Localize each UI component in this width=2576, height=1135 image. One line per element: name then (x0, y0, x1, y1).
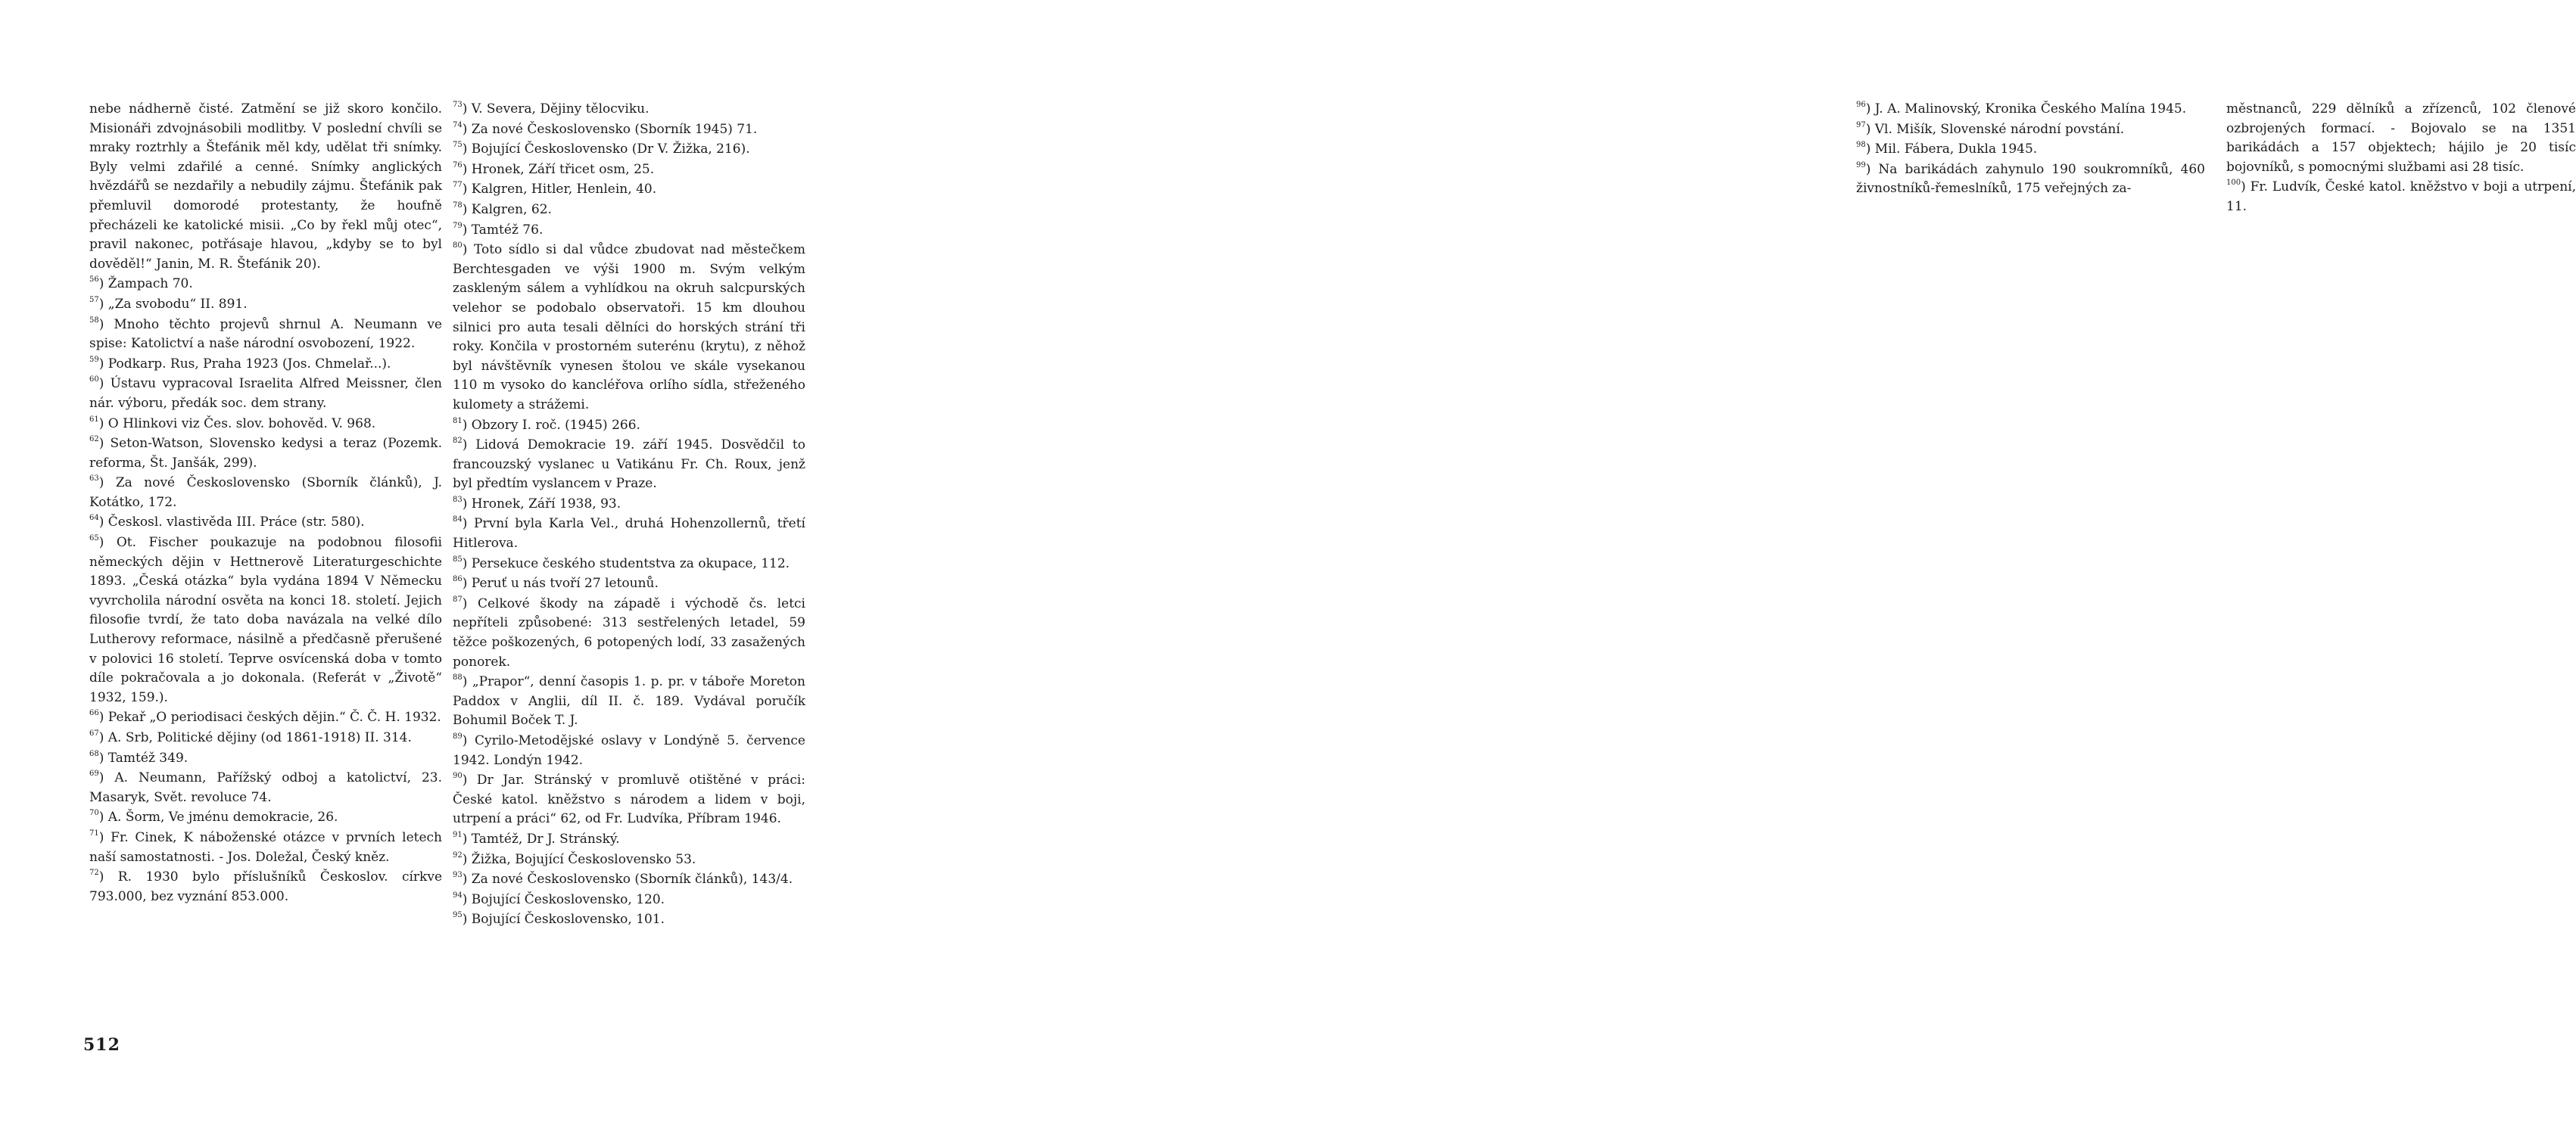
footnote-number: 61 (89, 415, 99, 424)
footnote-number: 77 (453, 181, 463, 190)
footnote-text: Ústavu vypracoval Israelita Alfred Meissner, člen nár. výboru, předák soc. dem strany. (89, 376, 442, 411)
footnote-column-4 (2226, 100, 2576, 218)
footnote-text: Fr. Ludvík, České katol. kněžstvo v boji a utrpení, 11. (2226, 179, 2576, 214)
footnote-text: Vl. Mišík, Slovenské národní povstání. (1874, 121, 2125, 137)
footnote-text: Na barikádách zahynulo 190 soukromníků, 460 živnostníků-řemeslníků, 175 veřejných za- (1856, 161, 2205, 197)
footnote: $^{65}$) Ot. Fischer poukazuje na podobnou filosofii německých dějin v Hettnerově Literaturgeschichte 1893. „Česká otázka“ byla vydána 1894 V Německu vyvrcholila národní osvěta na konci 18. století. Jejich filosofie tvrdí, že tato doba navázala na velké dílo Lutherovy reformace, násilně a předčasně přerušené v polovici 16 století. Teprve osvícenská doba v tomto díle pokračovala a jo dokonala. (Referát v „Životě“ 1932, 159.). (89, 534, 442, 705)
footnote-text: A. Srb, Politické dějiny (od 1861-1918) II. 314. (107, 730, 412, 745)
footnote: $^{86}$) Peruť u nás tvoří 27 letounů. (453, 575, 659, 592)
footnote-number: 74 (453, 120, 463, 129)
footnote: $^{59}$) Podkarp. Rus, Praha 1923 (Jos. Chmelař...). (89, 355, 391, 372)
footnote-number: 94 (453, 891, 463, 900)
footnote: $^{79}$) Tamtéž 76. (453, 221, 544, 238)
footnote-text: „Za svobodu“ II. 891. (107, 296, 248, 312)
footnote: $^{74}$) Za nové Československo (Sborník 1945) 71. (453, 120, 758, 137)
footnote: $^{67}$) A. Srb, Politické dějiny (od 1861-1918) II. 314. (89, 729, 412, 745)
footnote-number: 59 (89, 355, 99, 364)
footnote: $^{57}$) „Za svobodu“ II. 891. (89, 295, 248, 312)
footnote: $^{69}$) A. Neumann, Pařížský odboj a katolictví, 23. Masaryk, Svět. revoluce 74. (89, 770, 442, 805)
footnote-text: Mnoho těchto projevů shrnul A. Neumann ve spise: Katolictví a naše národní osvobození, 1922. (89, 316, 442, 352)
footnote: $^{85}$) Persekuce českého studentstva za okupace, 112. (453, 555, 790, 571)
footnote-text: Toto sídlo si dal vůdce zbudovat nad městečkem Berchtesgaden ve výši 1900 m. Svým velkým zaskleným sálem a vyhlídkou na okruh salcpurských velehor se podobalo observatoři. 15 km dlouhou silnici pro auta tesali dělníci do horských strání tři roky. Končila v prostorném suterénu (krytu), z něhož byl návštěvník vynesen štolou ve skále vysekanou 110 m vysoko do kancléřova orlího sídla, střeženého kulomety a strážemi. (453, 242, 805, 412)
footnote-text: Celkové škody na západě i východě čs. letci nepříteli způsobené: 313 sestřelených letadel, 59 těžce poškozených, 6 potopených lodí, 33 zasažených ponorek. (453, 595, 805, 670)
footnote-text: Persekuce českého studentstva za okupace, 112. (471, 555, 790, 571)
page-number: 512 (83, 1035, 120, 1055)
footnote-text: Obzory I. roč. (1945) 266. (471, 417, 640, 433)
footnote: $^{78}$) Kalgren, 62. (453, 201, 552, 217)
footnote: $^{87}$) Celkové škody na západě i východě čs. letci nepříteli způsobené: 313 sestřelených letadel, 59 těžce poškozených, 6 potopených lodí, 33 zasažených ponorek. (453, 595, 805, 670)
footnote-text: Podkarp. Rus, Praha 1923 (Jos. Chmelař...). (107, 356, 391, 372)
right-page (880, 0, 2576, 1135)
footnote-text: Tamtéž 76. (471, 222, 544, 238)
footnote-number: 99 (1856, 160, 1866, 169)
footnote-text: Peruť u nás tvoří 27 letounů. (471, 576, 659, 592)
footnote-text: Lidová Demokracie 19. září 1945. Dosvědčil to francouzský vyslanec u Vatikánu Fr. Ch. Roux, jenž byl předtím vyslancem v Praze. (453, 437, 805, 492)
footnote-text: J. A. Malinovský, Kronika Českého Malína 1945. (1874, 101, 2187, 117)
footnote: $^{84}$) První byla Karla Vel., druhá Hohenzollernů, třetí Hitlerova. (453, 515, 805, 552)
footnote-number: 60 (89, 375, 99, 384)
footnote: $^{70}$) A. Šorm, Ve jménu demokracie, 26. (89, 809, 338, 826)
footnote-number: 93 (453, 871, 463, 880)
footnote-number: 83 (453, 495, 463, 504)
footnote-number: 57 (89, 295, 99, 304)
left-page (0, 0, 880, 1135)
footnote: $^{100}$) Fr. Ludvík, České katol. kněžstvo v boji a utrpení, 11. (2226, 179, 2576, 214)
footnote-text: A. Neumann, Pařížský odboj a katolictví, 23. Masaryk, Svět. revoluce 74. (89, 770, 442, 805)
footnote-number: 92 (453, 850, 463, 860)
footnote-text: Tamtéž, Dr J. Stránský. (471, 831, 620, 847)
footnote: $^{60}$) Ústavu vypracoval Israelita Alfred Meissner, člen nár. výboru, předák soc. dem strany. (89, 375, 442, 411)
footnote-number: 76 (453, 160, 463, 169)
footnote: $^{77}$) Kalgren, Hitler, Henlein, 40. (453, 181, 657, 197)
footnote-number: 66 (89, 709, 99, 718)
footnote: $^{90}$) Dr Jar. Stránský v promluvě otištěné v práci: České katol. kněžstvo s národem a lidem v boji, utrpení a práci“ 62, od Fr. Ludvíka, Příbram 1946. (453, 772, 805, 827)
footnote-text: Bojující Československo (Dr V. Žižka, 216). (471, 141, 750, 157)
footnote-number: 58 (89, 316, 99, 325)
footnote: $^{82}$) Lidová Demokracie 19. září 1945. Dosvědčil to francouzský vyslanec u Vatikánu Fr. Ch. Roux, jenž byl předtím vyslancem v Praze. (453, 437, 805, 492)
footnote-text: Ot. Fischer poukazuje na podobnou filosofii německých dějin v Hettnerově Literaturgeschichte 1893. „Česká otázka“ byla vydána 1894 V Německu vyvrcholila národní osvěta na konci 18. století. Jejich filosofie tvrdí, že tato doba navázala na velké dílo Lutherovy reformace, násilně a předčasně přerušené v polovici 16 století. Teprve osvícenská doba v tomto díle pokračovala a jo dokonala. (Referát v „Životě“ 1932, 159.). (89, 535, 442, 705)
footnote: $^{98}$) Mil. Fábera, Dukla 1945. (1856, 141, 2038, 157)
footnote-list (1856, 100, 2205, 199)
footnote-number: 84 (453, 515, 463, 524)
footnote-number: 95 (453, 911, 463, 920)
footnote-text: R. 1930 bylo příslušníků Českoslov. církve 793.000, bez vyznání 853.000. (89, 869, 442, 904)
footnote-number: 89 (453, 732, 463, 741)
footnote-text: Dr Jar. Stránský v promluvě otištěné v práci: České katol. kněžstvo s národem a lidem v boji, utrpení a práci“ 62, od Fr. Ludvíka, Příbram 1946. (453, 773, 805, 827)
footnote-text: První byla Karla Vel., druhá Hohenzollernů, třetí Hitlerova. (453, 516, 805, 552)
footnote-text: Za nové Československo (Sborník 1945) 71. (471, 121, 758, 137)
footnote-number: 72 (89, 869, 99, 878)
footnote-text: O Hlinkovi viz Čes. slov. bohověd. V. 968. (107, 415, 376, 431)
footnote-text: Pekař „O periodisaci českých dějin.“ Č. Č. H. 1932. (107, 710, 441, 726)
footnote-text: Tamtéž 349. (107, 750, 188, 766)
footnote: $^{66}$) Pekař „O periodisaci českých dějin.“ Č. Č. H. 1932. (89, 709, 441, 726)
footnote-text: A. Šorm, Ve jménu demokracie, 26. (107, 810, 338, 826)
footnote-number: 70 (89, 809, 99, 818)
footnote: $^{75}$) Bojující Československo (Dr V. Žižka, 216). (453, 141, 750, 157)
continued-footnote-text: nebe nádherně čisté. Zatmění se již skoro končilo. Misionáři zdvojnásobili modlitby. V poslední chvíli se mraky roztrhly a Štefánik měl kdy, udělat tři snímky. Byly velmi zdařilé a cenné. Snímky anglických hvězdářů se nezdařily a nebudily zájmu. Štefánik pak přemluvil domorodé protestanty, že houfně přecházeli ke katolické misii. „Co by řekl můj otec“, pravil nakonec, potřásaje hlavou, „kdyby se to byl dověděl!“ Janin, M. R. Štefánik 20). (89, 101, 442, 272)
footnote: $^{76}$) Hronek, Září třicet osm, 25. (453, 160, 655, 177)
footnote-number: 85 (453, 555, 463, 564)
footnote-number: 73 (453, 101, 463, 109)
footnote-text: Za nové Československo (Sborník článků), J. Kotátko, 172. (89, 475, 442, 510)
footnote-list (453, 100, 805, 930)
footnote: $^{81}$) Obzory I. roč. (1945) 266. (453, 416, 640, 433)
footnote-number: 80 (453, 241, 463, 250)
footnote-text: Hronek, Září 1938, 93. (471, 496, 621, 512)
footnote-number: 64 (89, 514, 99, 523)
footnote: $^{62}$) Seton-Watson, Slovensko kedysi a teraz (Pozemk. reforma, Št. Janšák, 299). (89, 435, 443, 471)
footnote: $^{63}$) Za nové Československo (Sborník článků), J. Kotátko, 172. (89, 474, 442, 510)
footnote-text: Za nové Československo (Sborník článků), 143/4. (471, 872, 793, 888)
footnote: $^{93}$) Za nové Československo (Sborník článků), 143/4. (453, 871, 793, 888)
footnote: $^{83}$) Hronek, Září 1938, 93. (453, 495, 621, 512)
footnote-number: 75 (453, 141, 463, 150)
footnote-number: 79 (453, 221, 463, 230)
footnote-text: V. Severa, Dějiny tělocviku. (471, 101, 649, 117)
footnote-number: 81 (453, 416, 463, 425)
footnote: $^{56}$) Žampach 70. (89, 275, 193, 292)
footnote: $^{80}$) Toto sídlo si dal vůdce zbudovat nad městečkem Berchtesgaden ve výši 1900 m. Svým velkým zaskleným sálem a vyhlídkou na okruh salcpurských velehor se podobalo observatoři. 15 km dlouhou silnici pro auta tesali dělníci do horských strání tři roky. Končila v prostorném suterénu (krytu), z něhož byl návštěvník vynesen štolou ve skále vysekanou 110 m vysoko do kancléřova orlího sídla, střeženého kulomety a strážemi. (453, 241, 805, 412)
footnote-text: Žižka, Bojující Československo 53. (471, 851, 696, 867)
footnote: $^{58}$) Mnoho těchto projevů shrnul A. Neumann ve spise: Katolictví a naše národní osvobození, 1922. (89, 316, 442, 352)
footnote-text: Hronek, Září třicet osm, 25. (471, 161, 655, 177)
footnote-number: 87 (453, 595, 463, 604)
footnote-number: 86 (453, 575, 463, 584)
footnote-number: 91 (453, 830, 463, 839)
footnote-list (89, 275, 442, 906)
footnote-number: 71 (89, 829, 99, 838)
footnote: $^{72}$) R. 1930 bylo příslušníků Českoslov. církve 793.000, bez vyznání 853.000. (89, 869, 442, 904)
footnote: $^{92}$) Žižka, Bojující Československo 53. (453, 850, 696, 867)
footnote-text: Kalgren, Hitler, Henlein, 40. (471, 182, 657, 197)
footnote-list (2226, 178, 2576, 216)
footnote: $^{91}$) Tamtéž, Dr J. Stránský. (453, 830, 620, 847)
footnote-number: 62 (89, 435, 99, 444)
footnote-text: Mil. Fábera, Dukla 1945. (1874, 141, 2038, 157)
footnote: $^{96}$) J. A. Malinovský, Kronika Českého Malína 1945. (1856, 101, 2187, 117)
footnote-text: Českosl. vlastivěda III. Práce (str. 580). (107, 515, 365, 530)
footnote-text: Bojující Československo, 101. (471, 912, 665, 928)
footnote-text: Žampach 70. (107, 276, 193, 292)
footnote-number: 98 (1856, 141, 1866, 150)
footnote-number: 67 (89, 729, 99, 738)
footnote-text: Bojující Československo, 120. (471, 891, 665, 907)
footnote-number: 100 (2226, 179, 2241, 188)
footnote-text: Fr. Cinek, K náboženské otázce v prvních letech naší samostatnosti. - Jos. Doležal, Český kněz. (89, 829, 442, 865)
continued-footnote-text: městnanců, 229 dělníků a zřízenců, 102 členové ozbrojených formací. - Bojovalo se na 1351 barikádách a 157 objektech; hájilo je 20 tisíc bojovníků, s pomocnými službami asi 28 tisíc. (2226, 101, 2576, 175)
footnote-column-1 (89, 100, 442, 907)
footnote-number: 78 (453, 201, 463, 210)
footnote: $^{95}$) Bojující Československo, 101. (453, 911, 665, 928)
footnote: $^{97}$) Vl. Mišík, Slovenské národní povstání. (1856, 120, 2125, 137)
footnote-column-3 (1856, 100, 2205, 200)
footnote-text: Seton-Watson, Slovensko kedysi a teraz (Pozemk. reforma, Št. Janšák, 299). (89, 436, 443, 471)
footnote: $^{68}$) Tamtéž 349. (89, 749, 188, 766)
footnote-number: 82 (453, 437, 463, 446)
footnote: $^{64}$) Českosl. vlastivěda III. Práce (str. 580). (89, 514, 365, 530)
footnote: $^{71}$) Fr. Cinek, K náboženské otázce v prvních letech naší samostatnosti. - Jos. Doležal, Český kněz. (89, 829, 442, 865)
footnote-text: „Prapor“, denní časopis 1. p. pr. v táboře Moreton Paddox v Anglii, díl II. č. 189. Vydával poručík Bohumil Boček T. J. (453, 674, 805, 729)
footnote: $^{94}$) Bojující Československo, 120. (453, 891, 665, 907)
footnote-number: 88 (453, 673, 463, 683)
footnote-number: 90 (453, 772, 463, 781)
footnote-column-2 (453, 100, 805, 931)
footnote-number: 68 (89, 749, 99, 758)
footnote-number: 56 (89, 275, 99, 285)
footnote: $^{61}$) O Hlinkovi viz Čes. slov. bohověd. V. 968. (89, 415, 376, 431)
footnote-number: 63 (89, 474, 99, 484)
footnote-text: Cyrilo-Metodějské oslavy v Londýně 5. července 1942. Londýn 1942. (453, 733, 805, 768)
footnote-number: 65 (89, 534, 99, 543)
footnote: $^{73}$) V. Severa, Dějiny tělocviku. (453, 101, 649, 117)
footnote-number: 96 (1856, 101, 1866, 109)
footnote: $^{88}$) „Prapor“, denní časopis 1. p. pr. v táboře Moreton Paddox v Anglii, díl II. č. 189. Vydával poručík Bohumil Boček T. J. (453, 673, 805, 729)
footnote-number: 69 (89, 770, 99, 779)
footnote: $^{89}$) Cyrilo-Metodějské oslavy v Londýně 5. července 1942. Londýn 1942. (453, 732, 805, 768)
footnote: $^{99}$) Na barikádách zahynulo 190 soukromníků, 460 živnostníků-řemeslníků, 175 veřejných za- (1856, 160, 2205, 197)
footnote-number: 97 (1856, 120, 1866, 129)
footnote-text: Kalgren, 62. (471, 201, 552, 217)
